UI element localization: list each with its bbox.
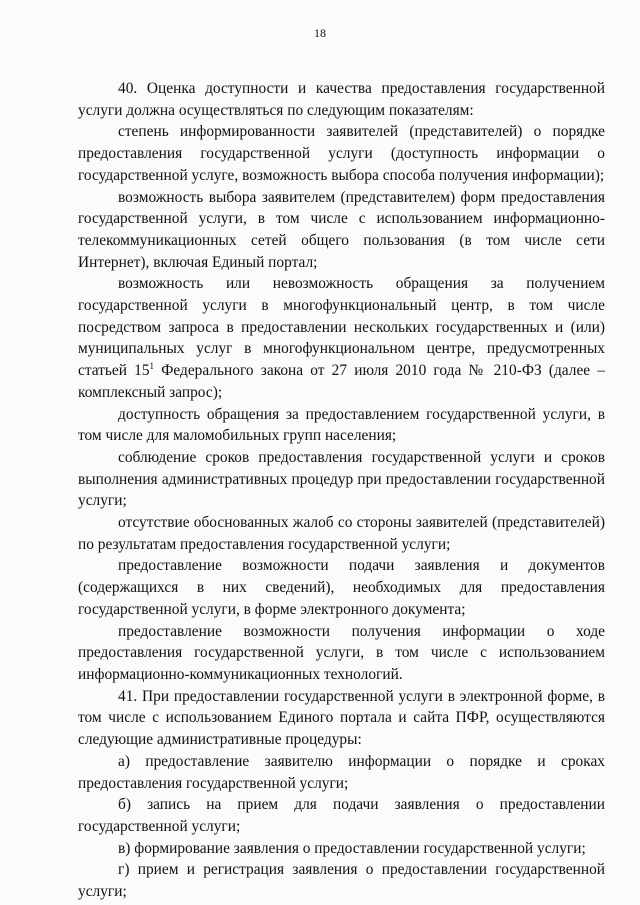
paragraph-41-intro: 41. При предоставлении государственной услуги в электронной форме, в том числе с использованием Единого портала и сайта ПФР, осуществляются следующие административные процедуры: — [78, 687, 605, 749]
document-body — [78, 78, 605, 903]
paragraph-accessibility: доступность обращения за предоставлением государственной услуги, в том числе для маломобильных групп населения; — [78, 405, 605, 445]
list-item-b: б) запись на прием для подачи заявления о предоставлении государственной услуги; — [78, 796, 605, 835]
paragraph-complaints: отсутствие обоснованных жалоб со стороны заявителей (представителей) по результатам предоставления государственной услуги; — [78, 514, 605, 553]
paragraph-mfc-text-start: возможность или невозможность обращения за получением государственной услуги в многофункциональный центр, в том числе посредством запроса в предоставлении нескольких государственных и (или) муниципальных услуг в многофункциональном центре, предусмотренных статьей 15 — [78, 275, 605, 380]
paragraph-deadlines: соблюдение сроков предоставления государственной услуги и сроков выполнения административных процедур при предоставлении государственной услуги; — [78, 448, 605, 510]
list-item-v: в) формирование заявления о предоставлении государственной услуги; — [118, 839, 586, 857]
paragraph-40-intro: 40. Оценка доступности и качества предоставления государственной услуги должна осуществляться по следующим показателям: — [78, 80, 605, 119]
paragraph-electronic-submission: предоставление возможности подачи заявления и документов (содержащихся в них сведений), необходимых для предоставления государственной услуги, в форме электронного документа; — [78, 557, 605, 618]
paragraph-mfc-text-end: Федерального закона от 27 июля 2010 года № 210-ФЗ (далее – комплексный запрос); — [78, 362, 605, 401]
list-item-a: а) предоставление заявителю информации о порядке и сроках предоставления государственной услуги; — [78, 752, 605, 792]
page-number: 18 — [314, 26, 326, 40]
paragraph-form-choice: возможность выбора заявителем (представителем) форм предоставления государственной услуги, в том числе с использованием информационно-телекоммуникационных сетей общего пользования (в том числе сети Интернет), включая Единый портал; — [78, 188, 605, 271]
list-item-g: г) прием и регистрация заявления о предоставлении государственной услуги; — [78, 861, 605, 901]
paragraph-information-awareness: степень информированности заявителей (представителей) о порядке предоставления государственной услуги (доступность информации о государственной услуге, возможность выбора способа получения информации); — [78, 123, 605, 184]
footnote-superscript: 1 — [149, 361, 155, 372]
paragraph-progress-information: предоставление возможности получения информации о ходе предоставления государственной услуги, в том числе с использованием информационно-коммуникационных технологий. — [78, 622, 605, 683]
paragraph-mfc-access — [78, 273, 605, 403]
